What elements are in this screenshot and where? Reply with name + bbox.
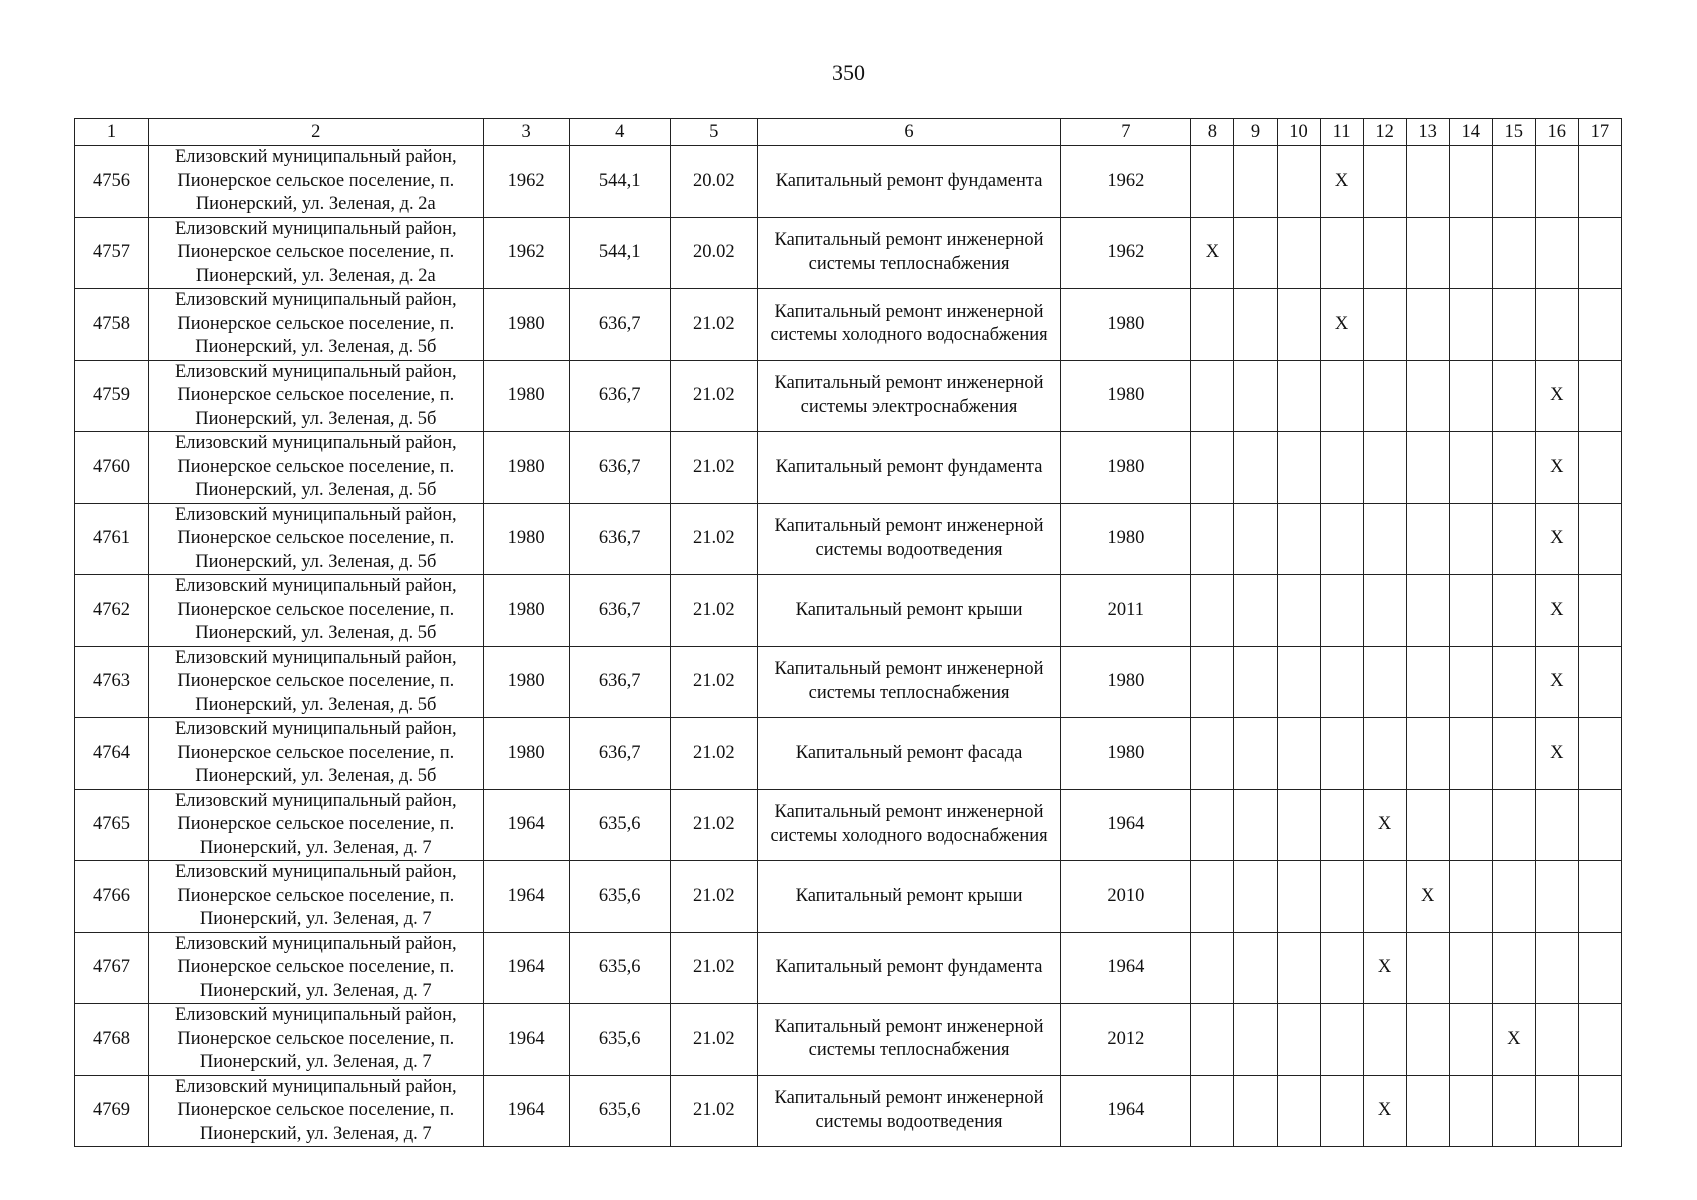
address-cell: Елизовский муниципальный район, Пионерское сельское поселение, п. Пионерский, ул. Зеленая, д. 5б <box>149 646 483 718</box>
area-cell: 635,6 <box>569 861 670 933</box>
column-header: 7 <box>1061 119 1191 146</box>
period-cell-9 <box>1234 432 1277 504</box>
column-header: 3 <box>483 119 569 146</box>
period-cell-17 <box>1578 932 1621 1004</box>
period-cell-13 <box>1406 360 1449 432</box>
year-built-cell: 1980 <box>483 646 569 718</box>
row-number-cell: 4769 <box>75 1075 149 1147</box>
period-cell-14 <box>1449 932 1492 1004</box>
period-cell-14 <box>1449 861 1492 933</box>
period-cell-14 <box>1449 432 1492 504</box>
year-built-cell: 1980 <box>483 503 569 575</box>
area-cell: 635,6 <box>569 1004 670 1076</box>
year-built-cell: 1964 <box>483 861 569 933</box>
year-built-cell: 1980 <box>483 575 569 647</box>
table-row <box>75 289 1622 361</box>
column-header: 10 <box>1277 119 1320 146</box>
table-body <box>75 146 1622 1147</box>
period-cell-8 <box>1191 718 1234 790</box>
year-built-cell: 1964 <box>483 1004 569 1076</box>
area-cell: 635,6 <box>569 789 670 861</box>
address-cell: Елизовский муниципальный район, Пионерское сельское поселение, п. Пионерский, ул. Зеленая, д. 2а <box>149 146 483 218</box>
address-cell: Елизовский муниципальный район, Пионерское сельское поселение, п. Пионерский, ул. Зеленая, д. 5б <box>149 718 483 790</box>
period-mark-cell: X <box>1363 789 1406 861</box>
period-cell-13 <box>1406 503 1449 575</box>
year-cell: 1980 <box>1061 718 1191 790</box>
code-cell: 21.02 <box>670 289 757 361</box>
period-cell-17 <box>1578 718 1621 790</box>
period-cell-17 <box>1578 503 1621 575</box>
period-cell-8 <box>1191 646 1234 718</box>
period-cell-8 <box>1191 1004 1234 1076</box>
area-cell: 636,7 <box>569 432 670 504</box>
year-cell: 1964 <box>1061 1075 1191 1147</box>
year-cell: 1964 <box>1061 932 1191 1004</box>
area-cell: 636,7 <box>569 646 670 718</box>
period-mark-cell: X <box>1535 718 1578 790</box>
period-cell-17 <box>1578 289 1621 361</box>
table-row <box>75 432 1622 504</box>
area-cell: 636,7 <box>569 503 670 575</box>
period-cell-16 <box>1535 932 1578 1004</box>
area-cell: 544,1 <box>569 217 670 289</box>
period-cell-12 <box>1363 575 1406 647</box>
period-cell-11 <box>1320 360 1363 432</box>
year-built-cell: 1964 <box>483 932 569 1004</box>
period-cell-11 <box>1320 789 1363 861</box>
work-type-cell: Капитальный ремонт инженерной системы водоотведения <box>757 1075 1060 1147</box>
address-cell: Елизовский муниципальный район, Пионерское сельское поселение, п. Пионерский, ул. Зеленая, д. 2а <box>149 217 483 289</box>
period-cell-13 <box>1406 575 1449 647</box>
period-cell-11 <box>1320 718 1363 790</box>
table-row <box>75 146 1622 218</box>
period-cell-15 <box>1492 932 1535 1004</box>
period-cell-9 <box>1234 1004 1277 1076</box>
year-cell: 1980 <box>1061 503 1191 575</box>
period-cell-10 <box>1277 432 1320 504</box>
year-cell: 2011 <box>1061 575 1191 647</box>
period-cell-10 <box>1277 646 1320 718</box>
period-cell-10 <box>1277 289 1320 361</box>
code-cell: 21.02 <box>670 360 757 432</box>
table-row <box>75 360 1622 432</box>
row-number-cell: 4761 <box>75 503 149 575</box>
address-cell: Елизовский муниципальный район, Пионерское сельское поселение, п. Пионерский, ул. Зеленая, д. 7 <box>149 861 483 933</box>
column-number-row <box>75 119 1622 146</box>
address-cell: Елизовский муниципальный район, Пионерское сельское поселение, п. Пионерский, ул. Зеленая, д. 7 <box>149 1004 483 1076</box>
row-number-cell: 4760 <box>75 432 149 504</box>
period-cell-10 <box>1277 1004 1320 1076</box>
period-cell-9 <box>1234 217 1277 289</box>
period-cell-12 <box>1363 360 1406 432</box>
year-built-cell: 1980 <box>483 718 569 790</box>
period-mark-cell: X <box>1535 646 1578 718</box>
address-cell: Елизовский муниципальный район, Пионерское сельское поселение, п. Пионерский, ул. Зеленая, д. 7 <box>149 1075 483 1147</box>
row-number-cell: 4764 <box>75 718 149 790</box>
area-cell: 635,6 <box>569 932 670 1004</box>
period-cell-11 <box>1320 646 1363 718</box>
period-cell-15 <box>1492 575 1535 647</box>
column-header: 11 <box>1320 119 1363 146</box>
period-cell-15 <box>1492 289 1535 361</box>
year-built-cell: 1962 <box>483 217 569 289</box>
period-cell-11 <box>1320 861 1363 933</box>
year-cell: 1964 <box>1061 789 1191 861</box>
period-cell-17 <box>1578 646 1621 718</box>
column-header: 6 <box>757 119 1060 146</box>
period-cell-12 <box>1363 432 1406 504</box>
year-cell: 1980 <box>1061 432 1191 504</box>
period-mark-cell: X <box>1535 360 1578 432</box>
column-header: 17 <box>1578 119 1621 146</box>
address-cell: Елизовский муниципальный район, Пионерское сельское поселение, п. Пионерский, ул. Зеленая, д. 5б <box>149 432 483 504</box>
period-cell-9 <box>1234 503 1277 575</box>
row-number-cell: 4758 <box>75 289 149 361</box>
code-cell: 21.02 <box>670 432 757 504</box>
period-cell-13 <box>1406 217 1449 289</box>
work-type-cell: Капитальный ремонт инженерной системы водоотведения <box>757 503 1060 575</box>
column-header: 13 <box>1406 119 1449 146</box>
period-cell-13 <box>1406 289 1449 361</box>
address-cell: Елизовский муниципальный район, Пионерское сельское поселение, п. Пионерский, ул. Зеленая, д. 7 <box>149 789 483 861</box>
period-cell-16 <box>1535 789 1578 861</box>
table-row <box>75 1075 1622 1147</box>
table-row <box>75 217 1622 289</box>
period-cell-12 <box>1363 861 1406 933</box>
period-cell-15 <box>1492 718 1535 790</box>
period-cell-9 <box>1234 646 1277 718</box>
period-cell-10 <box>1277 932 1320 1004</box>
period-cell-8 <box>1191 789 1234 861</box>
period-cell-15 <box>1492 861 1535 933</box>
column-header: 14 <box>1449 119 1492 146</box>
period-cell-16 <box>1535 1075 1578 1147</box>
period-cell-12 <box>1363 146 1406 218</box>
period-cell-12 <box>1363 718 1406 790</box>
period-cell-11 <box>1320 1004 1363 1076</box>
period-cell-15 <box>1492 1075 1535 1147</box>
work-type-cell: Капитальный ремонт крыши <box>757 861 1060 933</box>
period-cell-10 <box>1277 1075 1320 1147</box>
period-cell-9 <box>1234 1075 1277 1147</box>
address-cell: Елизовский муниципальный район, Пионерское сельское поселение, п. Пионерский, ул. Зеленая, д. 5б <box>149 575 483 647</box>
year-built-cell: 1980 <box>483 360 569 432</box>
period-cell-9 <box>1234 575 1277 647</box>
period-cell-17 <box>1578 360 1621 432</box>
period-cell-17 <box>1578 217 1621 289</box>
period-cell-15 <box>1492 432 1535 504</box>
year-cell: 1980 <box>1061 289 1191 361</box>
period-mark-cell: X <box>1535 432 1578 504</box>
row-number-cell: 4756 <box>75 146 149 218</box>
code-cell: 21.02 <box>670 503 757 575</box>
period-cell-8 <box>1191 432 1234 504</box>
period-cell-16 <box>1535 1004 1578 1076</box>
work-type-cell: Капитальный ремонт фасада <box>757 718 1060 790</box>
code-cell: 21.02 <box>670 1075 757 1147</box>
period-cell-8 <box>1191 289 1234 361</box>
period-cell-11 <box>1320 575 1363 647</box>
column-header: 1 <box>75 119 149 146</box>
period-cell-13 <box>1406 432 1449 504</box>
period-cell-8 <box>1191 861 1234 933</box>
period-cell-8 <box>1191 575 1234 647</box>
table-row <box>75 861 1622 933</box>
period-cell-17 <box>1578 575 1621 647</box>
period-cell-13 <box>1406 789 1449 861</box>
period-cell-14 <box>1449 1075 1492 1147</box>
period-cell-17 <box>1578 861 1621 933</box>
period-cell-8 <box>1191 1075 1234 1147</box>
period-cell-10 <box>1277 861 1320 933</box>
area-cell: 636,7 <box>569 289 670 361</box>
period-cell-10 <box>1277 503 1320 575</box>
period-cell-14 <box>1449 575 1492 647</box>
column-header: 2 <box>149 119 483 146</box>
row-number-cell: 4765 <box>75 789 149 861</box>
period-mark-cell: X <box>1363 1075 1406 1147</box>
period-cell-11 <box>1320 932 1363 1004</box>
period-mark-cell: X <box>1320 146 1363 218</box>
period-cell-12 <box>1363 289 1406 361</box>
period-cell-17 <box>1578 146 1621 218</box>
period-cell-12 <box>1363 217 1406 289</box>
area-cell: 635,6 <box>569 1075 670 1147</box>
table-row <box>75 503 1622 575</box>
area-cell: 636,7 <box>569 360 670 432</box>
code-cell: 20.02 <box>670 217 757 289</box>
period-cell-10 <box>1277 718 1320 790</box>
period-cell-9 <box>1234 789 1277 861</box>
table-row <box>75 789 1622 861</box>
row-number-cell: 4762 <box>75 575 149 647</box>
period-cell-8 <box>1191 503 1234 575</box>
row-number-cell: 4763 <box>75 646 149 718</box>
period-mark-cell: X <box>1492 1004 1535 1076</box>
table-row <box>75 1004 1622 1076</box>
year-built-cell: 1980 <box>483 432 569 504</box>
period-cell-14 <box>1449 146 1492 218</box>
area-cell: 636,7 <box>569 575 670 647</box>
period-mark-cell: X <box>1535 575 1578 647</box>
period-cell-13 <box>1406 1004 1449 1076</box>
period-cell-10 <box>1277 360 1320 432</box>
column-header: 9 <box>1234 119 1277 146</box>
period-cell-8 <box>1191 146 1234 218</box>
row-number-cell: 4767 <box>75 932 149 1004</box>
period-mark-cell: X <box>1191 217 1234 289</box>
period-cell-16 <box>1535 217 1578 289</box>
area-cell: 636,7 <box>569 718 670 790</box>
year-cell: 2010 <box>1061 861 1191 933</box>
period-cell-11 <box>1320 217 1363 289</box>
period-cell-13 <box>1406 932 1449 1004</box>
column-header: 15 <box>1492 119 1535 146</box>
period-cell-14 <box>1449 289 1492 361</box>
period-cell-12 <box>1363 1004 1406 1076</box>
period-cell-13 <box>1406 646 1449 718</box>
work-type-cell: Капитальный ремонт инженерной системы теплоснабжения <box>757 1004 1060 1076</box>
period-cell-10 <box>1277 789 1320 861</box>
row-number-cell: 4759 <box>75 360 149 432</box>
work-type-cell: Капитальный ремонт инженерной системы холодного водоснабжения <box>757 289 1060 361</box>
period-cell-13 <box>1406 718 1449 790</box>
period-cell-9 <box>1234 718 1277 790</box>
period-cell-17 <box>1578 1004 1621 1076</box>
year-built-cell: 1962 <box>483 146 569 218</box>
period-cell-9 <box>1234 861 1277 933</box>
year-cell: 1962 <box>1061 146 1191 218</box>
period-cell-10 <box>1277 575 1320 647</box>
row-number-cell: 4768 <box>75 1004 149 1076</box>
year-cell: 1980 <box>1061 646 1191 718</box>
row-number-cell: 4766 <box>75 861 149 933</box>
period-cell-17 <box>1578 789 1621 861</box>
address-cell: Елизовский муниципальный район, Пионерское сельское поселение, п. Пионерский, ул. Зеленая, д. 7 <box>149 932 483 1004</box>
year-cell: 1980 <box>1061 360 1191 432</box>
area-cell: 544,1 <box>569 146 670 218</box>
table-row <box>75 932 1622 1004</box>
period-cell-15 <box>1492 503 1535 575</box>
period-cell-14 <box>1449 360 1492 432</box>
period-mark-cell: X <box>1535 503 1578 575</box>
period-cell-11 <box>1320 503 1363 575</box>
year-built-cell: 1964 <box>483 789 569 861</box>
period-cell-12 <box>1363 503 1406 575</box>
code-cell: 21.02 <box>670 861 757 933</box>
work-type-cell: Капитальный ремонт инженерной системы теплоснабжения <box>757 646 1060 718</box>
period-cell-9 <box>1234 146 1277 218</box>
code-cell: 21.02 <box>670 718 757 790</box>
column-header: 5 <box>670 119 757 146</box>
period-cell-13 <box>1406 146 1449 218</box>
period-cell-14 <box>1449 789 1492 861</box>
period-cell-15 <box>1492 646 1535 718</box>
code-cell: 21.02 <box>670 789 757 861</box>
address-cell: Елизовский муниципальный район, Пионерское сельское поселение, п. Пионерский, ул. Зеленая, д. 5б <box>149 503 483 575</box>
period-cell-12 <box>1363 646 1406 718</box>
column-header: 16 <box>1535 119 1578 146</box>
column-header: 8 <box>1191 119 1234 146</box>
period-cell-14 <box>1449 718 1492 790</box>
work-type-cell: Капитальный ремонт крыши <box>757 575 1060 647</box>
period-cell-16 <box>1535 146 1578 218</box>
year-cell: 1962 <box>1061 217 1191 289</box>
table-row <box>75 718 1622 790</box>
column-header: 4 <box>569 119 670 146</box>
period-cell-15 <box>1492 217 1535 289</box>
period-cell-17 <box>1578 432 1621 504</box>
period-cell-15 <box>1492 789 1535 861</box>
table-row <box>75 646 1622 718</box>
period-cell-14 <box>1449 1004 1492 1076</box>
code-cell: 21.02 <box>670 646 757 718</box>
code-cell: 21.02 <box>670 1004 757 1076</box>
period-cell-14 <box>1449 646 1492 718</box>
period-mark-cell: X <box>1320 289 1363 361</box>
row-number-cell: 4757 <box>75 217 149 289</box>
year-built-cell: 1964 <box>483 1075 569 1147</box>
period-cell-9 <box>1234 289 1277 361</box>
address-cell: Елизовский муниципальный район, Пионерское сельское поселение, п. Пионерский, ул. Зеленая, д. 5б <box>149 360 483 432</box>
work-type-cell: Капитальный ремонт фундамента <box>757 432 1060 504</box>
period-cell-16 <box>1535 289 1578 361</box>
work-type-cell: Капитальный ремонт инженерной системы теплоснабжения <box>757 217 1060 289</box>
year-built-cell: 1980 <box>483 289 569 361</box>
period-cell-14 <box>1449 217 1492 289</box>
period-cell-16 <box>1535 861 1578 933</box>
period-mark-cell: X <box>1406 861 1449 933</box>
column-header: 12 <box>1363 119 1406 146</box>
code-cell: 21.02 <box>670 932 757 1004</box>
work-type-cell: Капитальный ремонт фундамента <box>757 146 1060 218</box>
period-cell-11 <box>1320 432 1363 504</box>
period-cell-14 <box>1449 503 1492 575</box>
period-cell-8 <box>1191 932 1234 1004</box>
period-cell-8 <box>1191 360 1234 432</box>
period-cell-13 <box>1406 1075 1449 1147</box>
period-cell-10 <box>1277 146 1320 218</box>
period-cell-9 <box>1234 932 1277 1004</box>
period-cell-15 <box>1492 146 1535 218</box>
address-cell: Елизовский муниципальный район, Пионерское сельское поселение, п. Пионерский, ул. Зеленая, д. 5б <box>149 289 483 361</box>
period-mark-cell: X <box>1363 932 1406 1004</box>
table-row <box>75 575 1622 647</box>
work-type-cell: Капитальный ремонт фундамента <box>757 932 1060 1004</box>
code-cell: 21.02 <box>670 575 757 647</box>
period-cell-11 <box>1320 1075 1363 1147</box>
period-cell-15 <box>1492 360 1535 432</box>
work-type-cell: Капитальный ремонт инженерной системы холодного водоснабжения <box>757 789 1060 861</box>
code-cell: 20.02 <box>670 146 757 218</box>
work-type-cell: Капитальный ремонт инженерной системы электроснабжения <box>757 360 1060 432</box>
year-cell: 2012 <box>1061 1004 1191 1076</box>
period-cell-10 <box>1277 217 1320 289</box>
period-cell-9 <box>1234 360 1277 432</box>
page-number: 350 <box>832 60 865 85</box>
period-cell-17 <box>1578 1075 1621 1147</box>
repair-schedule-table <box>74 118 1622 1147</box>
